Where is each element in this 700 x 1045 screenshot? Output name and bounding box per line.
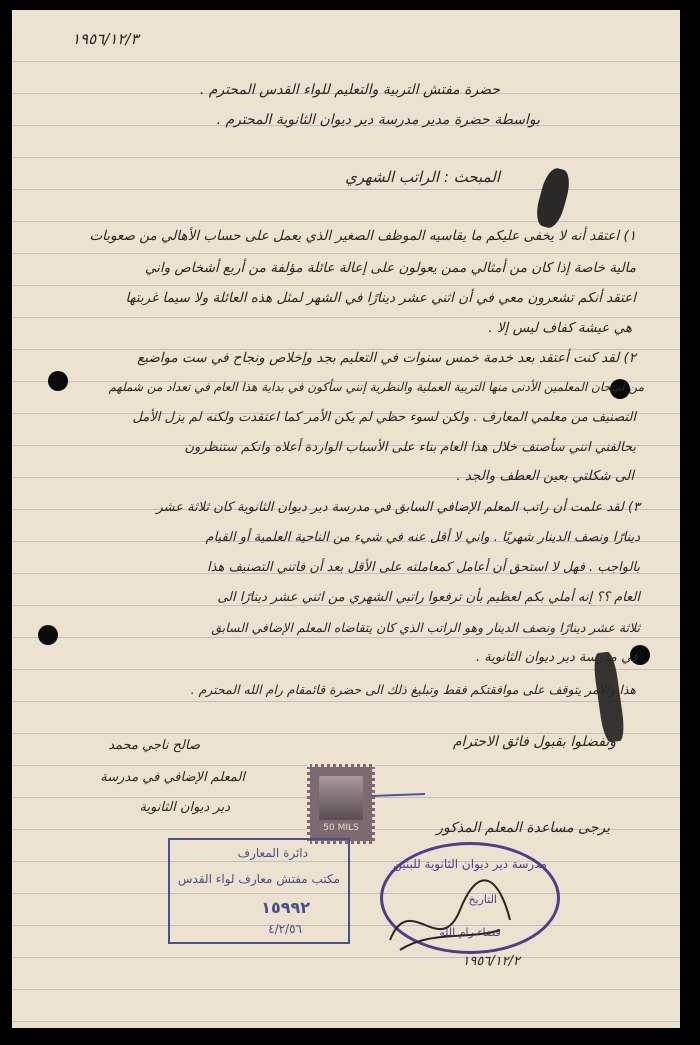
receipt-stamp-office: مكتب مفتش معارف لواء القدس (177, 872, 340, 886)
signer-title-2: دير ديوان الثانوية (139, 800, 230, 815)
receipt-stamp-number: ١٥٩٩٢ (261, 898, 310, 917)
subject-line: المبحث : الراتب الشهري (345, 168, 500, 186)
punch-hole (48, 371, 68, 391)
receipt-stamp-header: دائرة المعارف (237, 846, 308, 860)
body-line: من امتحان المعلمين الأدنى منها التربية العملية والنظرية إنني سأكون في بداية هذا العام في تعداد من شملهم (108, 380, 644, 394)
signer-name: صالح ناجي محمد (108, 738, 200, 753)
body-line: ٣) لقد علمت أن راتب المعلم الإضافي السابق في مدرسة دير ديوان الثانوية كان ثلاثة عشر (156, 500, 640, 515)
letter-date: ١٩٥٦/١٢/٣ (72, 30, 139, 48)
body-line: اعتقد أنكم تشعرون معي في أن اثني عشر دينارًا في الشهر لمثل هذه العائلة ولا سيما غربتها (125, 290, 636, 306)
body-line: هي عيشة كفاف ليس إلا . (488, 320, 632, 336)
stamp-currency: MILS (337, 822, 359, 833)
school-stamp-name: مدرسة دير ديوان الثانوية للبنين (393, 857, 547, 871)
address-line-2: بواسطة حضرة مدير مدرسة دير ديوان الثانوية المحترم . (216, 112, 540, 128)
signer-title-1: المعلم الإضافي في مدرسة (100, 770, 245, 785)
body-line: هذا والأمر يتوقف على موافقتكم فقط وتبليغ ذلك الى حضرة قائمقام رام الله المحترم . (190, 682, 636, 697)
closing-line: وتفضلوا بقبول فائق الاحترام (452, 734, 616, 750)
stamp-scene-image (319, 776, 363, 820)
body-line: بالواجب . فهل لا استحق أن أعامل كمعاملته على الأقل بعد أن فاتني التصنيف هذا (207, 560, 640, 575)
receipt-stamp-date: ٤/٢/٥٦ (268, 922, 302, 936)
address-line-1: حضرة مفتش التربية والتعليم للواء القدس المحترم . (199, 82, 500, 98)
body-line: مالية خاصة إذا كان من أمثالي ممن يعولون على إعالة عائلة مؤلفة من أربع أشخاص واني (144, 260, 636, 276)
signature-scrawl (380, 870, 520, 960)
body-line: ٢) لقد كنت أعتقد بعد خدمة خمس سنوات في التعليم بجد وإخلاص ونجاح في ست مواضيع (137, 350, 636, 366)
body-line: يحالفني انني سأصنف خلال هذا العام بناء على الأسباب الواردة أعلاه وانكم ستنظرون (184, 440, 636, 455)
blue-pen-stroke (370, 790, 430, 802)
body-line: في مدرسة دير ديوان الثانوية . (475, 650, 638, 665)
school-stamp-date-label: التاريخ (468, 893, 497, 906)
body-line: دينارًا ونصف الدينار شهريًا . واني لا أقل عنه في شيء من الناحية العلمية أو القيام (205, 530, 640, 545)
punch-hole (38, 625, 58, 645)
stamp-value: 50 (323, 822, 335, 833)
body-line: ١) اعتقد أنه لا يخفى عليكم ما يقاسيه الموظف الصغير الذي يعمل على حساب الأهالي من صعوبات (89, 228, 636, 244)
receipt-stamp (168, 838, 350, 944)
body-line: ثلاثة عشر دينارًا ونصف الدينار وهو الراتب الذي كان يتقاضاه المعلم الإضافي السابق (211, 620, 640, 635)
body-line: العام ؟؟ إنه أملي بكم لعظيم بأن ترفعوا راتبي الشهري من اثني عشر دينارًا الى (217, 590, 640, 605)
bottom-date-note: ١٩٥٦/١٢/٢ (462, 954, 520, 969)
recommendation-note: يرجى مساعدة المعلم المذكور (436, 820, 610, 836)
school-stamp-location: قضاء رام الله (439, 926, 501, 939)
body-line: التصنيف من معلمي المعارف . ولكن لسوء حظي لم يكن الأمر كما اعتقدت ولكنه لم يزل الأمل (132, 410, 636, 425)
postage-stamp (307, 764, 375, 844)
body-line: الى شكلتي بعين العطف والجد . (456, 468, 634, 484)
